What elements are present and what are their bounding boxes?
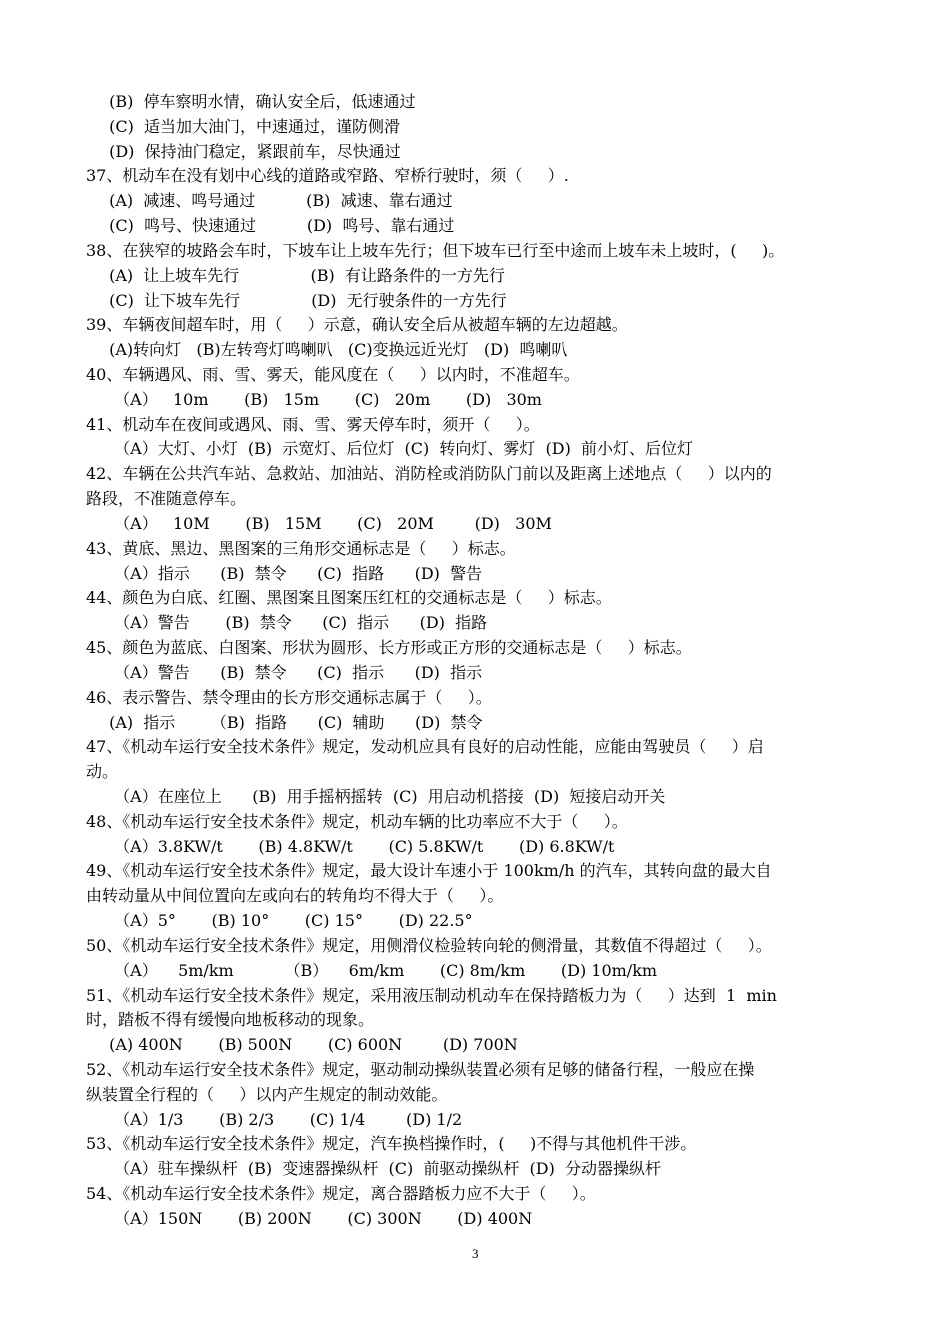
text-line: 时，踏板不得有缓慢向地板移动的现象。 [86, 1010, 375, 1029]
text-line: (B) 停车察明水情，确认安全后，低速通过 [104, 92, 416, 111]
text-line: （A）警告 (B) 禁令 (C) 指示 (D) 指示 [104, 663, 483, 682]
text-line: 49、《机动车运行安全技术条件》规定，最大设计车速小于 100km/h 的汽车，其转向盘的最大自 [86, 861, 772, 880]
text-line: （A）大灯、小灯 (B) 示宽灯、后位灯 (C) 转向灯、雾灯 (D) 前小灯、后位灯 [104, 439, 694, 458]
text-line: 43、黄底、黑边、黑图案的三角形交通标志是（ ）标志。 [86, 539, 516, 558]
text-line: （A）150N (B) 200N (C) 300N (D) 400N [104, 1209, 533, 1228]
text-line: 41、机动车在夜间或遇风、雨、雪、雾天停车时，须开（ ）。 [86, 415, 540, 434]
text-line: 37、机动车在没有划中心线的道路或窄路、窄桥行驶时，须（ ）. [86, 166, 569, 185]
text-line: 42、车辆在公共汽车站、急救站、加油站、消防栓或消防队门前以及距离上述地点（ ）以内的 [86, 464, 772, 483]
text-line: (C) 让下坡车先行 (D) 无行驶条件的一方先行 [104, 291, 507, 310]
text-line: 52、《机动车运行安全技术条件》规定，驱动制动操纵装置必须有足够的储备行程，一般应在操 [86, 1060, 755, 1079]
text-line: 53、《机动车运行安全技术条件》规定，汽车换档操作时，( )不得与其他机件干涉。 [86, 1134, 697, 1153]
text-line: 54、《机动车运行安全技术条件》规定，离合器踏板力应不大于（ ）。 [86, 1184, 596, 1203]
text-line: (D) 保持油门稳定，紧跟前车，尽快通过 [104, 142, 401, 161]
text-line: （A） 10M (B) 15M (C) 20M (D) 30M [104, 514, 552, 533]
text-line: 46、表示警告、禁令理由的长方形交通标志属于（ ）。 [86, 688, 492, 707]
text-line: 45、颜色为蓝底、白图案、形状为圆形、长方形或正方形的交通标志是（ ）标志。 [86, 638, 692, 657]
text-line: (A) 让上坡车先行 (B) 有让路条件的一方先行 [104, 266, 505, 285]
text-line: （A） 10m (B) 15m (C) 20m (D) 30m [104, 390, 542, 409]
text-line: （A） 5m/km （B） 6m/km (C) 8m/km (D) 10m/km [104, 961, 658, 980]
text-line: 51、《机动车运行安全技术条件》规定，采用液压制动机动车在保持踏板力为（ ）达到 1 min [86, 986, 777, 1005]
page-number: 3 [472, 1246, 479, 1261]
text-line: (A) 400N (B) 500N (C) 600N (D) 700N [104, 1035, 518, 1054]
text-line: 50、《机动车运行安全技术条件》规定，用侧滑仪检验转向轮的侧滑量，其数值不得超过（ ）。 [86, 936, 772, 955]
text-line: （A）1/3 (B) 2/3 (C) 1/4 (D) 1/2 [104, 1110, 463, 1129]
text-line: 44、颜色为白底、红圈、黑图案且图案压红杠的交通标志是（ ）标志。 [86, 588, 612, 607]
text-line: 40、车辆遇风、雨、雪、雾天，能风度在（ ）以内时，不准超车。 [86, 365, 580, 384]
text-line: （A）警告 (B) 禁令 (C) 指示 (D) 指路 [104, 613, 488, 632]
text-line: (C) 适当加大油门，中速通过，谨防侧滑 [104, 117, 400, 136]
text-line: 48、《机动车运行安全技术条件》规定，机动车辆的比功率应不大于（ ）。 [86, 812, 628, 831]
text-line: 47、《机动车运行安全技术条件》规定，发动机应具有良好的启动性能，应能由驾驶员（ ）启 [86, 737, 764, 756]
text-line: （A）在座位上 (B) 用手摇柄摇转 (C) 用启动机搭接 (D) 短接启动开关 [104, 787, 666, 806]
text-line: 动。 [86, 762, 119, 781]
text-line: (A) 指示 （B) 指路 (C) 辅助 (D) 禁令 [104, 713, 483, 732]
text-line: （A）3.8KW/t (B) 4.8KW/t (C) 5.8KW/t (D) 6.8KW/t [104, 837, 615, 856]
text-line: 由转动量从中间位置向左或向右的转角均不得大于（ ）。 [86, 886, 504, 905]
text-line: （A）指示 (B) 禁令 (C) 指路 (D) 警告 [104, 564, 483, 583]
text-line: （A）驻车操纵杆 (B) 变速器操纵杆 (C) 前驱动操纵杆 (D) 分动器操纵杆 [104, 1159, 662, 1178]
text-line: 38、在狭窄的坡路会车时，下坡车让上坡车先行；但下坡车已行至中途而上坡车未上坡时，( )。 [86, 241, 785, 260]
text-line: (A)转向灯 (B)左转弯灯鸣喇叭 (C)变换远近光灯 (D) 鸣喇叭 [104, 340, 568, 359]
text-line: (A) 减速、鸣号通过 (B) 减速、靠右通过 [104, 191, 453, 210]
text-line: 路段，不准随意停车。 [86, 489, 247, 508]
text-line: 纵装置全行程的（ ）以内产生规定的制动效能。 [86, 1085, 448, 1104]
text-line: （A）5° (B) 10° (C) 15° (D) 22.5° [104, 911, 473, 930]
text-line: 39、车辆夜间超车时，用（ ）示意，确认安全后从被超车辆的左边超越。 [86, 315, 628, 334]
text-line: (C) 鸣号、快速通过 (D) 鸣号、靠右通过 [104, 216, 455, 235]
